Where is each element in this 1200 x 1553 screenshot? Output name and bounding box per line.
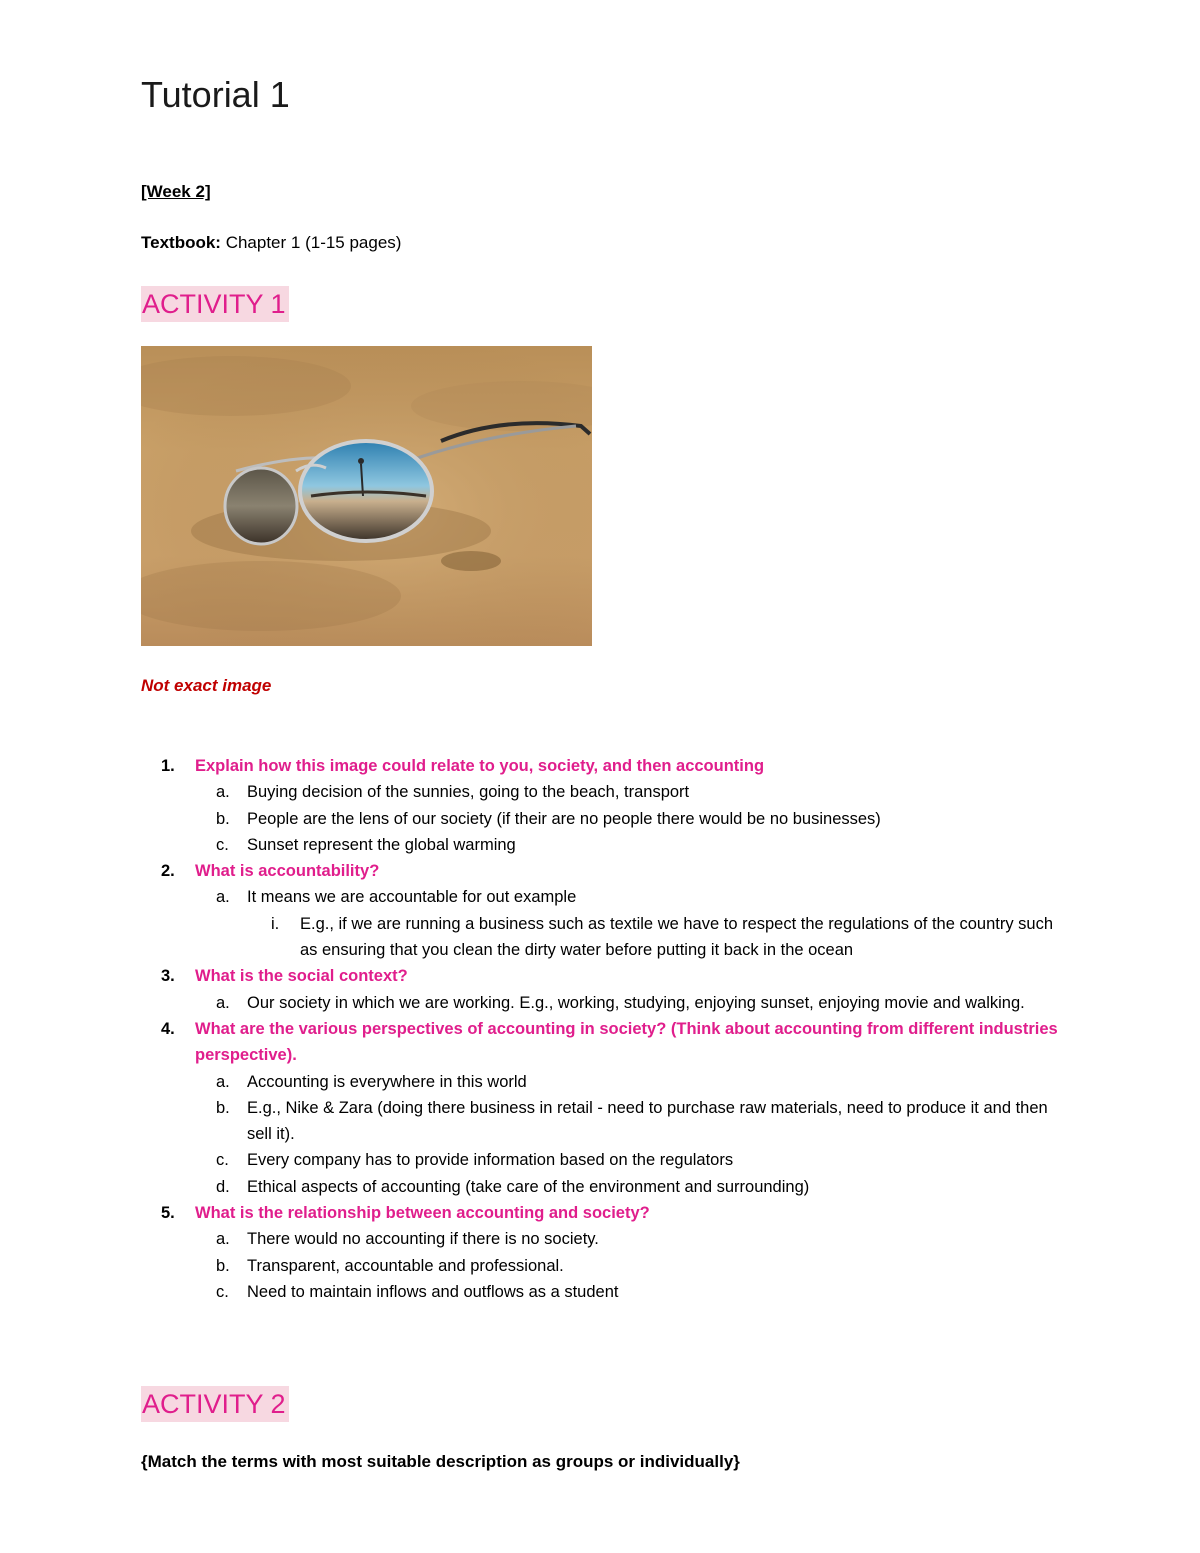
answer-item bbox=[195, 884, 1061, 963]
answer-item bbox=[195, 1253, 1061, 1279]
answer-text: Our society in which we are working. E.g., working, studying, enjoying sunset, enjoying movie and walking. bbox=[247, 993, 1025, 1012]
image-note: Not exact image bbox=[141, 676, 272, 695]
answer-marker: b. bbox=[216, 1098, 230, 1117]
question-number: 4. bbox=[161, 1019, 175, 1038]
question-text: What is accountability? bbox=[195, 862, 380, 881]
answer-text: Need to maintain inflows and outflows as a student bbox=[247, 1282, 619, 1301]
answer-item bbox=[195, 1279, 1061, 1305]
sunglasses-on-sand-image bbox=[141, 346, 592, 646]
sub-answer-text: E.g., if we are running a business such as textile we have to respect the regulations of the country such as ensuring that you clean the dirty water before putting it back in the ocean bbox=[300, 914, 1054, 960]
answer-item bbox=[195, 779, 1061, 805]
answer-item bbox=[195, 1147, 1061, 1173]
answer-list bbox=[195, 884, 1061, 963]
answer-item bbox=[195, 1069, 1061, 1095]
answer-marker: a. bbox=[216, 1072, 230, 1091]
answer-item bbox=[195, 806, 1061, 832]
answer-marker: b. bbox=[216, 1256, 230, 1275]
question-number: 5. bbox=[161, 1204, 175, 1223]
answer-text: It means we are accountable for out example bbox=[247, 888, 577, 907]
answer-marker: a. bbox=[216, 1230, 230, 1249]
answer-text: People are the lens of our society (if their are no people there would be no businesses) bbox=[247, 809, 881, 828]
sub-answer-list bbox=[247, 911, 1061, 964]
question-item bbox=[141, 1016, 1061, 1200]
answer-text: Accounting is everywhere in this world bbox=[247, 1072, 527, 1091]
answer-marker: c. bbox=[216, 835, 229, 854]
answer-marker: a. bbox=[216, 993, 230, 1012]
question-list bbox=[141, 753, 1061, 1305]
question-text: What is the relationship between accounting and society? bbox=[195, 1204, 650, 1223]
answer-text: Ethical aspects of accounting (take care of the environment and surrounding) bbox=[247, 1177, 810, 1196]
answer-text: Every company has to provide information based on the regulators bbox=[247, 1151, 734, 1170]
answer-marker: a. bbox=[216, 888, 230, 907]
answer-list bbox=[195, 1069, 1061, 1200]
question-item bbox=[141, 753, 1061, 858]
answer-marker: c. bbox=[216, 1151, 229, 1170]
question-text: What are the various perspectives of accounting in society? (Think about accounting from different industries perspective). bbox=[195, 1019, 1058, 1065]
sub-answer-marker: i. bbox=[271, 914, 280, 933]
textbook-value: Chapter 1 (1-15 pages) bbox=[220, 233, 402, 252]
textbook-label: Textbook: bbox=[141, 233, 221, 252]
answer-item bbox=[195, 1095, 1061, 1148]
answer-marker: d. bbox=[216, 1177, 230, 1196]
answer-text: E.g., Nike & Zara (doing there business in retail - need to purchase raw materials, need to produce it and then sell it). bbox=[247, 1098, 1048, 1144]
question-text: Explain how this image could relate to you, society, and then accounting bbox=[195, 757, 765, 775]
answer-item bbox=[195, 1174, 1061, 1200]
answer-item bbox=[195, 1226, 1061, 1252]
answer-text: Sunset represent the global warming bbox=[247, 835, 516, 854]
question-item bbox=[141, 858, 1061, 963]
answer-marker: b. bbox=[216, 809, 230, 828]
answer-marker: a. bbox=[216, 783, 230, 802]
answer-marker: c. bbox=[216, 1282, 229, 1301]
sub-answer-item bbox=[247, 911, 1061, 964]
question-item bbox=[141, 1200, 1061, 1305]
textbook-reference bbox=[141, 233, 401, 253]
answer-item bbox=[195, 990, 1061, 1016]
page-title: Tutorial 1 bbox=[141, 74, 290, 115]
question-text: What is the social context? bbox=[195, 967, 408, 986]
activity-2-heading: ACTIVITY 2 bbox=[141, 1386, 289, 1422]
answer-text: There would no accounting if there is no society. bbox=[247, 1230, 599, 1249]
answer-item bbox=[195, 832, 1061, 858]
answer-text: Buying decision of the sunnies, going to the beach, transport bbox=[247, 783, 690, 802]
answer-text: Transparent, accountable and professional. bbox=[247, 1256, 564, 1275]
question-item bbox=[141, 963, 1061, 1016]
question-number: 2. bbox=[161, 862, 175, 881]
answer-list bbox=[195, 1226, 1061, 1305]
sunglasses-photo-illustration bbox=[141, 346, 592, 646]
activity-2-instruction: {Match the terms with most suitable description as groups or individually} bbox=[141, 1452, 740, 1471]
activity-1-heading: ACTIVITY 1 bbox=[141, 286, 289, 322]
week-label: [Week 2] bbox=[141, 182, 211, 201]
question-number: 1. bbox=[161, 757, 175, 775]
answer-list bbox=[195, 990, 1061, 1016]
question-number: 3. bbox=[161, 967, 175, 986]
answer-list bbox=[195, 779, 1061, 858]
